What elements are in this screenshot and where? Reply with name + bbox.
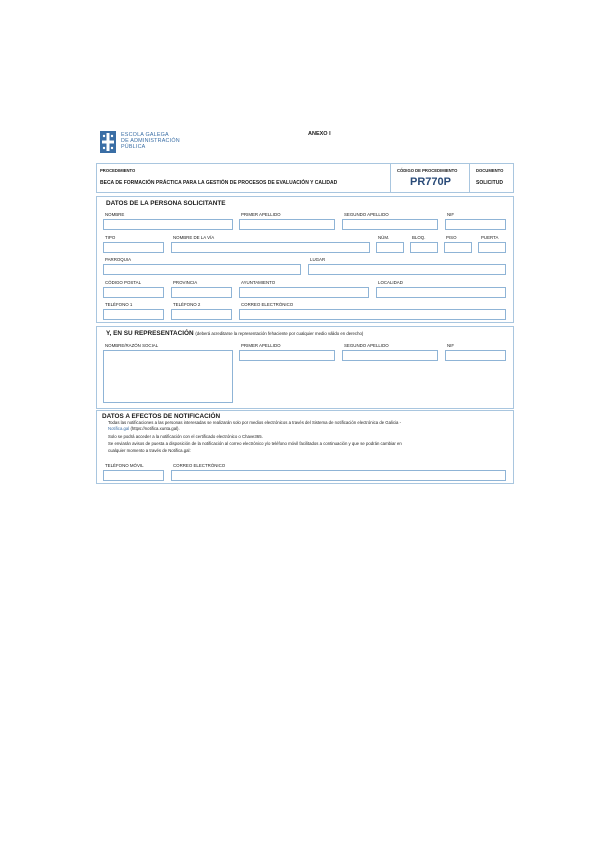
provincia-field[interactable] [171, 287, 232, 298]
tipo-field[interactable] [103, 242, 164, 253]
telefono2-label: TELÉFONO 2 [173, 302, 201, 307]
movil-label: TELÉFONO MÓVIL [105, 463, 144, 468]
notif-correo-label: CORREO ELECTRÓNICO [173, 463, 226, 468]
annex-title: ANEXO I [308, 131, 331, 137]
primer-apellido-field[interactable] [239, 219, 335, 230]
applicant-section-title: DATOS DE LA PERSONA SOLICITANTE [106, 200, 226, 207]
correo-label: CORREO ELECTRÓNICO [241, 302, 294, 307]
puerta-label: PUERTA [481, 235, 499, 240]
procedure-code: PR770P [410, 176, 451, 188]
representation-note: (deberá acreditarse la representación fehaciente por cualquier medio válido en derecho) [195, 331, 364, 336]
parroquia-field[interactable] [103, 264, 301, 275]
ayuntamiento-label: AYUNTAMIENTO [241, 280, 276, 285]
telefono1-label: TELÉFONO 1 [105, 302, 133, 307]
representation-title: Y, EN SU REPRESENTACIÓN [106, 330, 194, 337]
primer-apellido-label: PRIMER APELLIDO [241, 212, 281, 217]
segundo-apellido-label: SEGUNDO APELLIDO [344, 212, 389, 217]
piso-label: PISO [446, 235, 457, 240]
rep-nif-field[interactable] [445, 350, 506, 361]
procedure-label: PROCEDIMIENTO [100, 168, 136, 173]
rep-nif-label: NIF [447, 343, 455, 348]
xunta-logo-icon [100, 131, 116, 153]
procedure-title: BECA DE FORMACIÓN PRÁCTICA PARA LA GESTIÓN DE PROCESOS DE EVALUACIÓN Y CALIDAD [100, 180, 338, 186]
nombre-label: NOMBRE [105, 212, 125, 217]
notification-section-title: DATOS A EFECTOS DE NOTIFICACIÓN [102, 413, 221, 420]
telefono1-field[interactable] [103, 309, 164, 320]
puerta-field[interactable] [478, 242, 506, 253]
divider [390, 164, 391, 192]
rep-segundo-apellido-field[interactable] [342, 350, 438, 361]
tipo-label: TIPO [105, 235, 116, 240]
rep-segundo-apellido-label: SEGUNDO APELLIDO [344, 343, 389, 348]
num-label: NÚM. [378, 235, 390, 240]
codigo-postal-label: CÓDIGO POSTAL [105, 280, 142, 285]
localidad-field[interactable] [376, 287, 506, 298]
localidad-label: LOCALIDAD [378, 280, 403, 285]
correo-field[interactable] [239, 309, 506, 320]
piso-field[interactable] [444, 242, 472, 253]
notif-correo-field[interactable] [171, 470, 506, 481]
nif-label: NIF [447, 212, 455, 217]
bloq-label: BLOQ. [412, 235, 426, 240]
notification-text-2: Notifica.gal (https://notifica.xunta.gal). [108, 426, 180, 431]
representation-section-title [106, 330, 363, 337]
nombre-field[interactable] [103, 219, 233, 230]
nif-field[interactable] [445, 219, 506, 230]
codigo-postal-field[interactable] [103, 287, 164, 298]
nombre-via-field[interactable] [171, 242, 370, 253]
segundo-apellido-field[interactable] [342, 219, 438, 230]
rep-primer-apellido-field[interactable] [239, 350, 335, 361]
notification-text-1: Todas las notificaciones a las personas interesadas se realizarán solo por medios electrónicos a través del Sistema de notificación electrónica de Galicia - [108, 420, 402, 425]
num-field[interactable] [376, 242, 404, 253]
provincia-label: PROVINCIA [173, 280, 198, 285]
ayuntamiento-field[interactable] [239, 287, 369, 298]
movil-field[interactable] [103, 470, 164, 481]
parroquia-label: PARROQUIA [105, 257, 132, 262]
document-value: SOLICITUD [476, 180, 503, 186]
document-label: DOCUMENTO [476, 168, 504, 173]
logo-text: ESCOLA GALEGA DE ADMINISTRACIÓN PÚBLICA [121, 132, 180, 151]
notifica-link[interactable]: Notifica.gal [108, 426, 130, 431]
rep-primer-apellido-label: PRIMER APELLIDO [241, 343, 281, 348]
notification-text-3: Solo se podrá acceder a la notificación con el certificado electrónico o Chave365. [108, 434, 263, 439]
procedure-code-label: CÓDIGO DE PROCEDIMIENTO [397, 168, 458, 173]
telefono2-field[interactable] [171, 309, 232, 320]
lugar-label: LUGAR [310, 257, 326, 262]
razon-social-field[interactable] [103, 350, 233, 403]
logo [100, 131, 184, 155]
bloq-field[interactable] [410, 242, 438, 253]
procedure-box [96, 163, 514, 193]
nombre-via-label: NOMBRE DE LA VÍA [173, 235, 215, 240]
divider [469, 164, 470, 192]
notification-text-4: Se enviarán avisos de puesta a disposición de la notificación al correo electrónico y/o teléfono móvil facilitados a continuación y que se podrán cambiar en [108, 441, 402, 446]
notification-text-5: cualquier momento a través de Notifica.gal: [108, 448, 191, 453]
lugar-field[interactable] [308, 264, 506, 275]
razon-social-label: NOMBRE/RAZÓN SOCIAL [105, 343, 159, 348]
